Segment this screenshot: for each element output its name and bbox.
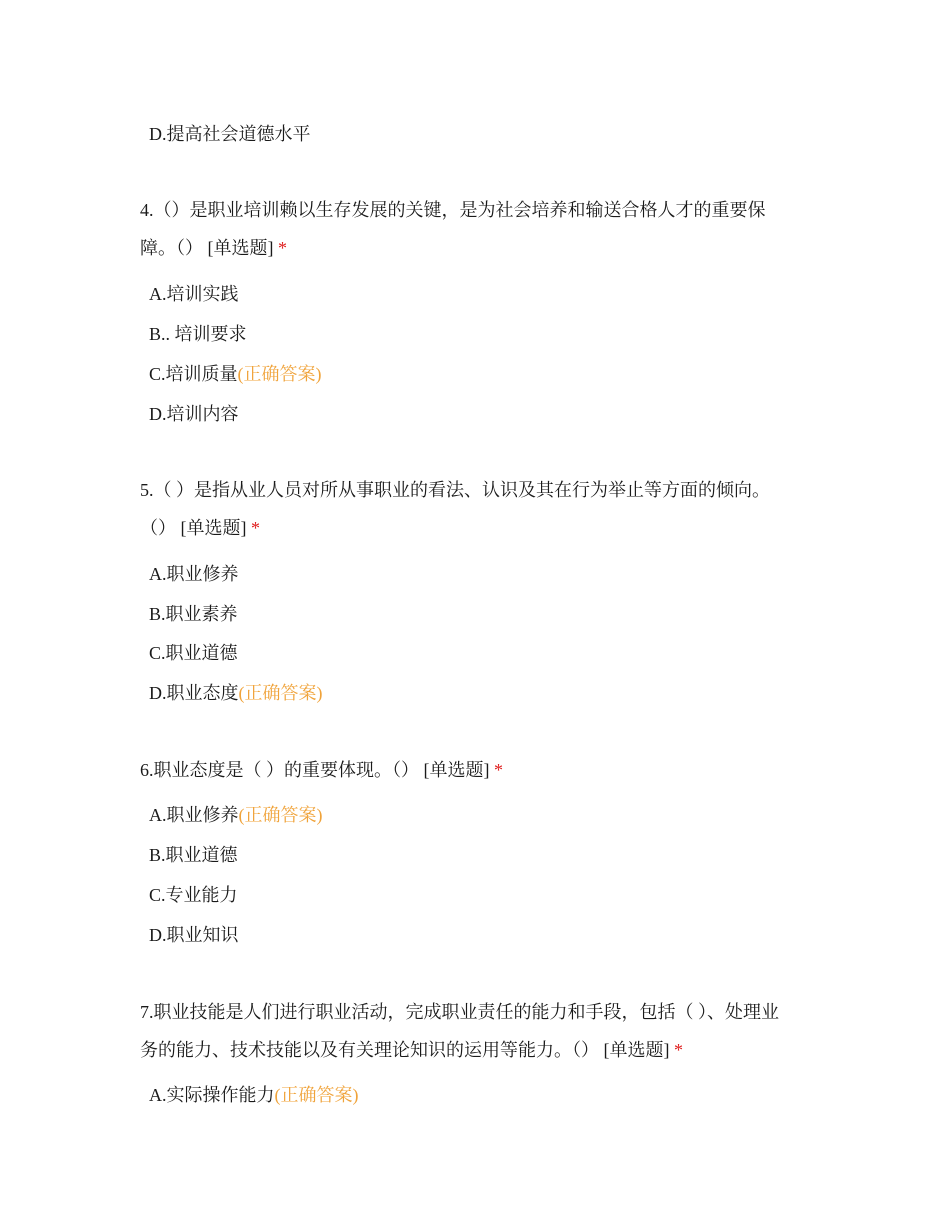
q4-option-c bbox=[149, 361, 322, 387]
correct-answer-tag: (正确答案) bbox=[238, 683, 323, 703]
option-label: C.专业能力 bbox=[149, 885, 238, 905]
required-mark: * bbox=[251, 518, 260, 538]
question-text-line: 7.职业技能是人们进行职业活动，完成职业责任的能力和手段，包括（ ）、处理业 bbox=[140, 1002, 779, 1022]
option-label: D.职业知识 bbox=[149, 925, 239, 945]
question-text: （） [单选题] bbox=[140, 518, 247, 538]
correct-answer-tag: (正确答案) bbox=[237, 364, 322, 384]
q5-option-b bbox=[149, 601, 238, 627]
option-label: D.提高社会道德水平 bbox=[149, 124, 311, 144]
question-text-line bbox=[140, 751, 820, 789]
correct-answer-tag: (正确答案) bbox=[238, 805, 323, 825]
option-label: D.职业态度 bbox=[149, 683, 239, 703]
question-text: 障。（） [单选题] bbox=[140, 238, 274, 258]
q5-option-c bbox=[149, 640, 238, 666]
q3-option-d bbox=[149, 121, 311, 147]
required-mark: * bbox=[278, 238, 287, 258]
question-5 bbox=[140, 471, 820, 547]
q6-option-d bbox=[149, 922, 239, 948]
question-text-line bbox=[140, 229, 820, 267]
q6-option-c bbox=[149, 882, 238, 908]
question-text: 务的能力、技术技能以及有关理论知识的运用等能力。（） [单选题] bbox=[140, 1040, 670, 1060]
q6-option-b bbox=[149, 842, 238, 868]
question-6 bbox=[140, 751, 820, 789]
question-7 bbox=[140, 993, 820, 1069]
option-label: B.职业道德 bbox=[149, 845, 238, 865]
option-label: A.职业修养 bbox=[149, 564, 239, 584]
q5-option-a bbox=[149, 561, 239, 587]
question-text-line: 5.（ ）是指从业人员对所从事职业的看法、认识及其在行为举止等方面的倾向。 bbox=[140, 480, 770, 500]
option-label: A.职业修养 bbox=[149, 805, 239, 825]
option-label: C.职业道德 bbox=[149, 643, 238, 663]
q4-option-b bbox=[149, 321, 247, 347]
question-text: 6.职业态度是（ ）的重要体现。（） [单选题] bbox=[140, 760, 490, 780]
q4-option-d bbox=[149, 401, 239, 427]
question-4 bbox=[140, 191, 820, 267]
option-label: D.培训内容 bbox=[149, 404, 239, 424]
correct-answer-tag: (正确答案) bbox=[274, 1085, 359, 1105]
q6-option-a bbox=[149, 802, 323, 828]
q5-option-d bbox=[149, 680, 323, 706]
required-mark: * bbox=[494, 760, 503, 780]
option-label: A.培训实践 bbox=[149, 284, 239, 304]
q4-option-a bbox=[149, 281, 239, 307]
option-label: A.实际操作能力 bbox=[149, 1085, 275, 1105]
question-text-line bbox=[140, 1031, 820, 1069]
question-text-line bbox=[140, 509, 820, 547]
option-label: C.培训质量 bbox=[149, 364, 238, 384]
required-mark: * bbox=[674, 1040, 683, 1060]
q7-option-a bbox=[149, 1082, 359, 1108]
option-label: B.. 培训要求 bbox=[149, 324, 247, 344]
option-label: B.职业素养 bbox=[149, 604, 238, 624]
question-text-line: 4.（）是职业培训赖以生存发展的关键，是为社会培养和输送合格人才的重要保 bbox=[140, 200, 766, 220]
